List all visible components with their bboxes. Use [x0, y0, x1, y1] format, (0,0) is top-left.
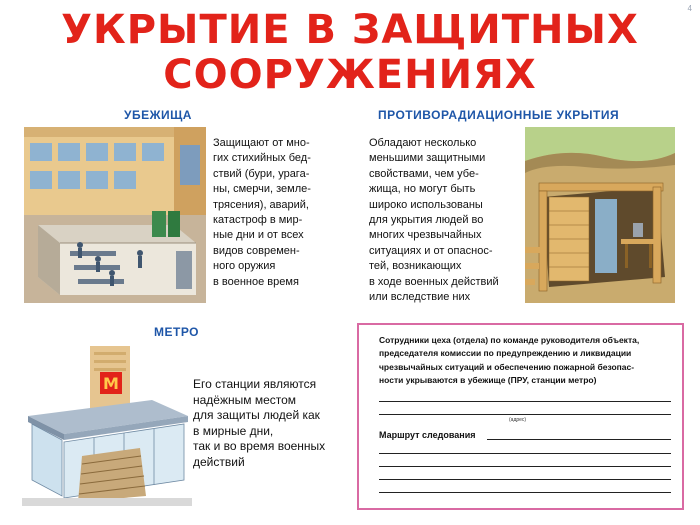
address-caption: (адрес): [509, 417, 527, 423]
anti-radiation-heading: ПРОТИВОРАДИАЦИОННЫЕ УКРЫТИЯ: [378, 108, 620, 122]
metro-text: Его станции являются надёжным местом для защиты людей как в мирные дни, так и во время военных действий: [193, 377, 326, 469]
anti-radiation-text: Обладают несколько меньшими защитными свойствами, чем убе- жища, но могут быть широко использованы для укрытия людей во многих чрезвычайных ситуациях и от опаснос- тей, возникающих в ходе военных действий или вследствие них: [369, 137, 499, 304]
title-line-2: СООРУЖЕНИЯХ: [163, 52, 537, 98]
shelters-heading: УБЕЖИЩА: [124, 108, 192, 122]
evacuation-notice-box: [357, 323, 684, 510]
metro-sign-letter: М: [103, 374, 119, 393]
address-line-1[interactable]: [379, 401, 671, 402]
shelter-illustration: [24, 127, 206, 303]
title-line-1: УКРЫТИЕ В ЗАЩИТНЫХ: [61, 7, 639, 53]
route-line-2[interactable]: [379, 453, 671, 454]
route-label: Маршрут следования: [379, 430, 476, 440]
route-line-3[interactable]: [379, 466, 671, 467]
anti-radiation-shelter-illustration: [525, 127, 675, 303]
page-title: [0, 8, 700, 98]
route-line-4[interactable]: [379, 479, 671, 480]
metro-heading: МЕТРО: [154, 325, 200, 339]
address-line-2[interactable]: [379, 414, 671, 415]
metro-entrance-illustration: [22, 346, 192, 506]
page-number: 4: [687, 4, 692, 13]
route-line-5[interactable]: [379, 492, 671, 493]
shelters-text: Защищают от мно- гих стихийных бед- ствий (бури, урага- ны, смерчи, земле- трясения), аварий, катастроф в мир- ные дни и от всех видов современ- ного оружия в военное время: [213, 137, 311, 288]
notice-text: Сотрудники цеха (отдела) по команде руководителя объекта, председателя комиссии по предупреждению и ликвидации чрезвычайных ситуаций и обеспечению пожарной безопас- ности укрываются в убежище (ПРУ, станции метро): [379, 335, 640, 385]
route-line-1[interactable]: [487, 439, 671, 440]
